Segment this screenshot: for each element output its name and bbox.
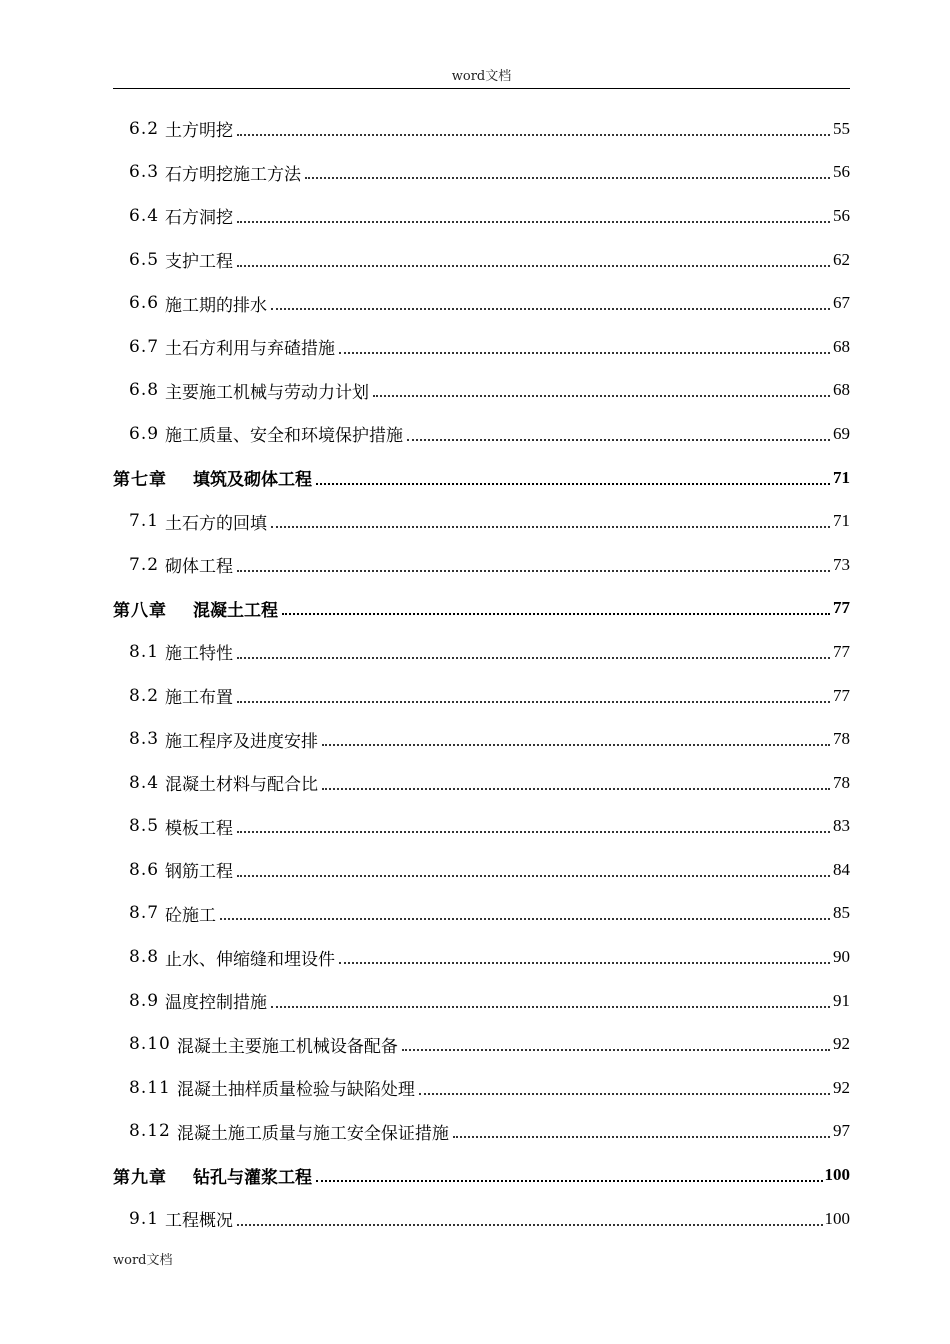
toc-section-entry[interactable]: [113, 1066, 850, 1110]
toc-section-entry[interactable]: [113, 412, 850, 456]
toc-entry-number: 8.1: [129, 641, 160, 662]
toc-page-number: 97: [833, 1121, 850, 1141]
toc-page-number: 85: [833, 903, 850, 923]
toc-page-number: 83: [833, 816, 850, 836]
toc-entry-number: 6.7: [129, 336, 160, 357]
toc-section-entry[interactable]: [113, 848, 850, 892]
toc-dot-leader: [402, 1031, 830, 1051]
toc-entry-number: 6.8: [129, 380, 160, 401]
toc-entry-number: 6.6: [129, 293, 160, 314]
toc-section-entry[interactable]: [113, 107, 850, 151]
toc-page-number: 56: [833, 205, 850, 225]
toc-dot-leader: [237, 203, 830, 223]
toc-page-number: 78: [833, 772, 850, 792]
toc-dot-leader: [305, 159, 830, 179]
toc-dot-leader: [237, 683, 830, 703]
toc-page-number: 84: [833, 859, 850, 879]
toc-entry-title: 石方洞挖: [165, 208, 234, 229]
page-header: word文档: [113, 66, 850, 89]
toc-dot-leader: [237, 247, 830, 267]
toc-entry-title: 砌体工程: [165, 557, 234, 578]
toc-chapter-entry[interactable]: [113, 456, 850, 500]
toc-entry-number: 6.4: [129, 205, 160, 226]
toc-section-entry[interactable]: [113, 194, 850, 238]
toc-entry-title: 主要施工机械与劳动力计划: [165, 382, 370, 403]
toc-section-entry[interactable]: [113, 979, 850, 1023]
toc-page-number: 92: [833, 1077, 850, 1097]
toc-dot-leader: [237, 116, 830, 136]
toc-entry-title: 混凝土工程: [193, 600, 278, 621]
toc-dot-leader: [316, 465, 830, 485]
toc-dot-leader: [271, 508, 830, 528]
toc-entry-number: 8.6: [129, 859, 160, 880]
toc-page-number: 71: [833, 511, 850, 531]
toc-entry-title: 止水、伸缩缝和埋设件: [165, 949, 336, 970]
toc-entry-title: 混凝土材料与配合比: [165, 775, 319, 796]
toc-entry-title: 混凝土主要施工机械设备配备: [176, 1036, 398, 1057]
toc-entry-number: 8.4: [129, 772, 160, 793]
toc-dot-leader: [419, 1075, 830, 1095]
toc-page-number: 68: [833, 380, 850, 400]
toc-entry-title: 填筑及砌体工程: [193, 470, 312, 491]
toc-dot-leader: [316, 1162, 823, 1182]
toc-section-entry[interactable]: [113, 761, 850, 805]
page-footer: word文档: [113, 1253, 173, 1268]
toc-entry-number: 8.9: [129, 990, 160, 1011]
toc-entry-number: 7.1: [129, 511, 160, 532]
toc-dot-leader: [373, 377, 830, 397]
toc-entry-title: 工程概况: [165, 1211, 234, 1232]
toc-page-number: 68: [833, 336, 850, 356]
toc-entry-title: 钻孔与灌浆工程: [193, 1167, 312, 1188]
toc-dot-leader: [237, 813, 830, 833]
toc-dot-leader: [322, 770, 830, 790]
toc-entry-title: 施工质量、安全和环境保护措施: [165, 426, 404, 447]
toc-page-number: 55: [833, 118, 850, 138]
toc-entry-title: 支护工程: [165, 252, 234, 273]
toc-dot-leader: [322, 726, 830, 746]
toc-entry-title: 土石方利用与弃碴措施: [165, 339, 336, 360]
toc-dot-leader: [220, 900, 830, 920]
toc-section-entry[interactable]: [113, 630, 850, 674]
toc-entry-title: 温度控制措施: [165, 993, 268, 1014]
toc-dot-leader: [237, 639, 830, 659]
toc-entry-title: 土石方的回填: [165, 513, 268, 534]
toc-entry-number: 第九章: [113, 1167, 167, 1188]
toc-chapter-entry[interactable]: [113, 587, 850, 631]
toc-entry-title: 施工程序及进度安排: [165, 731, 319, 752]
toc-dot-leader: [271, 290, 830, 310]
toc-entry-title: 混凝土施工质量与施工安全保证措施: [176, 1123, 449, 1144]
toc-entry-number: 8.10: [129, 1034, 171, 1055]
toc-entry-number: 6.5: [129, 249, 160, 270]
toc-entry-number: 8.11: [129, 1077, 171, 1098]
toc-section-entry[interactable]: [113, 499, 850, 543]
toc-section-entry[interactable]: [113, 543, 850, 587]
toc-dot-leader: [339, 944, 830, 964]
toc-section-entry[interactable]: [113, 1110, 850, 1154]
toc-entry-number: 9.1: [129, 1208, 160, 1229]
toc-entry-title: 施工特性: [165, 644, 234, 665]
toc-section-entry[interactable]: [113, 674, 850, 718]
toc-section-entry[interactable]: [113, 281, 850, 325]
toc-entry-number: 8.8: [129, 947, 160, 968]
toc-section-entry[interactable]: [113, 892, 850, 936]
toc-dot-leader: [407, 421, 830, 441]
toc-section-entry[interactable]: [113, 369, 850, 413]
toc-dot-leader: [237, 1206, 822, 1226]
toc-page-number: 100: [824, 1208, 850, 1228]
toc-page-number: 69: [833, 423, 850, 443]
toc-entry-number: 8.3: [129, 729, 160, 750]
toc-page-number: 100: [824, 1165, 850, 1185]
toc-section-entry[interactable]: [113, 151, 850, 195]
toc-entry-number: 8.12: [129, 1121, 171, 1142]
toc-entry-title: 石方明挖施工方法: [165, 164, 302, 185]
toc-entry-title: 模板工程: [165, 818, 234, 839]
toc-entry-title: 砼施工: [165, 905, 217, 926]
toc-entry-number: 第七章: [113, 470, 167, 491]
toc-dot-leader: [271, 988, 830, 1008]
toc-dot-leader: [339, 334, 830, 354]
toc-section-entry[interactable]: [113, 805, 850, 849]
table-of-contents: [113, 107, 850, 1240]
toc-entry-number: 8.5: [129, 816, 160, 837]
toc-entry-number: 6.3: [129, 162, 160, 183]
toc-page-number: 78: [833, 729, 850, 749]
toc-page-number: 91: [833, 990, 850, 1010]
toc-section-entry[interactable]: [113, 1022, 850, 1066]
toc-chapter-entry[interactable]: [113, 1153, 850, 1197]
toc-dot-leader: [453, 1118, 830, 1138]
toc-dot-leader: [237, 857, 830, 877]
toc-entry-title: 混凝土抽样质量检验与缺陷处理: [176, 1080, 415, 1101]
toc-page-number: 77: [833, 598, 850, 618]
toc-dot-leader: [282, 595, 830, 615]
toc-section-entry[interactable]: [113, 238, 850, 282]
toc-section-entry[interactable]: [113, 717, 850, 761]
toc-entry-number: 第八章: [113, 600, 167, 621]
toc-entry-number: 6.2: [129, 118, 160, 139]
toc-entry-number: 7.2: [129, 554, 160, 575]
toc-entry-title: 土方明挖: [165, 121, 234, 142]
toc-entry-number: 8.7: [129, 903, 160, 924]
toc-entry-title: 施工布置: [165, 688, 234, 709]
toc-page-number: 67: [833, 293, 850, 313]
toc-page-number: 73: [833, 554, 850, 574]
toc-dot-leader: [237, 552, 830, 572]
toc-page-number: 62: [833, 249, 850, 269]
toc-entry-number: 6.9: [129, 423, 160, 444]
toc-section-entry[interactable]: [113, 1197, 850, 1241]
toc-page-number: 92: [833, 1034, 850, 1054]
toc-page-number: 56: [833, 162, 850, 182]
toc-page-number: 77: [833, 641, 850, 661]
toc-entry-title: 施工期的排水: [165, 295, 268, 316]
toc-page-number: 90: [833, 947, 850, 967]
toc-section-entry[interactable]: [113, 325, 850, 369]
toc-entry-number: 8.2: [129, 685, 160, 706]
toc-entry-title: 钢筋工程: [165, 862, 234, 883]
toc-section-entry[interactable]: [113, 935, 850, 979]
toc-page-number: 71: [833, 467, 850, 487]
toc-page-number: 77: [833, 685, 850, 705]
